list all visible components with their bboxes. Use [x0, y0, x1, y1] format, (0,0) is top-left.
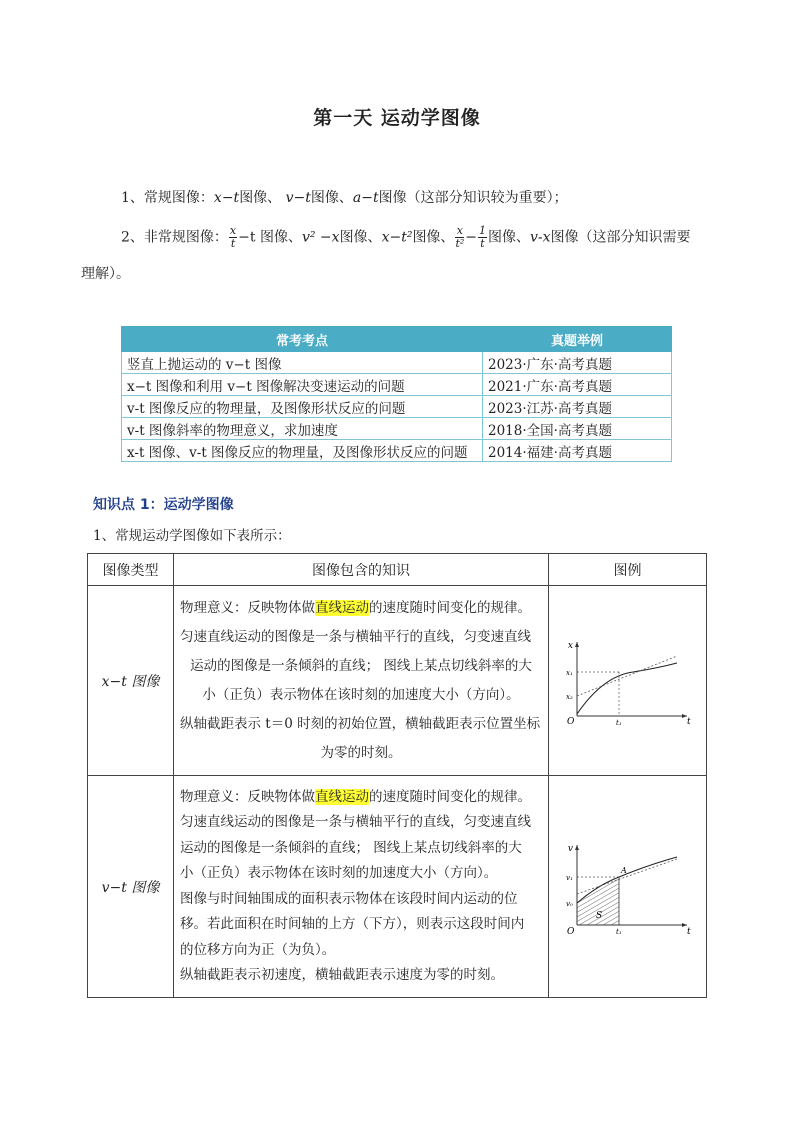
- cell-point: v-t 图像斜率的物理意义，求加速度: [122, 418, 483, 440]
- highlight: 直线运动: [315, 599, 369, 616]
- table-row: [122, 396, 672, 418]
- knowledge-cell: [174, 586, 549, 776]
- v0-label: v₀: [565, 899, 573, 908]
- x-axis-label: t: [686, 926, 691, 937]
- graph-types-table: [87, 553, 707, 998]
- exam-points-table: [121, 326, 672, 462]
- cell-example: 2018·全国·高考真题: [483, 418, 672, 440]
- text-line: 物理意义：反映物体做直线运动的速度随时间变化的规律。: [180, 788, 531, 805]
- x2-label: x₂: [565, 692, 573, 701]
- page-title: 第一天 运动学图像: [313, 107, 481, 129]
- formula: a−t: [352, 190, 379, 206]
- formula: x−t²: [381, 229, 413, 246]
- y-axis-label: x: [567, 640, 573, 651]
- fraction: $\frac{x}{t}$: [229, 224, 237, 250]
- text: 图像（这部分知识较为重要）；: [378, 190, 568, 206]
- table-row: [122, 352, 672, 374]
- y-axis-label: v: [567, 843, 573, 854]
- cell-point: v-t 图像反应的物理量，及图像形状反应的问题: [122, 396, 483, 418]
- v1-label: v₁: [565, 873, 573, 882]
- text-line: 的位移方向为正（为负）。: [180, 941, 336, 958]
- text-line: 匀速直线运动的图像是一条与横轴平行的直线，匀变速直线: [180, 628, 531, 645]
- intro-line-3: 理解）。: [81, 266, 130, 282]
- text: −t 图像、: [238, 229, 302, 246]
- column-header: 真题举例: [483, 327, 672, 352]
- text-line: 小（正负）表示物体在该时刻的加速度大小（方向）。: [202, 686, 520, 703]
- text: 图像、: [339, 229, 382, 246]
- formula: v-x: [530, 229, 551, 246]
- intro-label: 2、非常规图像：: [121, 229, 228, 246]
- xt-graph-figure: [563, 636, 693, 726]
- figure-cell: [549, 776, 707, 998]
- column-header: 图像类型: [88, 554, 174, 586]
- text-line: 运动的图像是一条倾斜的直线； 图线上某点切线斜率的大: [180, 839, 522, 856]
- vt-graph-figure: [563, 837, 693, 937]
- knowledge-point-subtitle: 1、常规运动学图像如下表所示：: [93, 528, 291, 544]
- table-row: [88, 586, 707, 776]
- origin-label: O: [566, 926, 574, 937]
- formula: v² −x: [301, 229, 340, 246]
- x1-label: x₁: [565, 668, 573, 677]
- column-header: 图像包含的知识: [174, 554, 549, 586]
- text: 图像（这部分知识需要: [550, 229, 691, 246]
- table-row: [88, 776, 707, 998]
- cell-example: 2023·江苏·高考真题: [483, 396, 672, 418]
- text-line: 物理意义：反映物体做直线运动的速度随时间变化的规律。: [180, 599, 531, 616]
- intro-line-1: [121, 187, 568, 209]
- text: 图像、: [412, 229, 455, 246]
- fraction: $\frac{1}{t}$: [479, 224, 487, 250]
- table-row: [122, 418, 672, 440]
- intro-label: 1、常规图像：: [121, 190, 214, 206]
- x-axis-label: t: [686, 716, 691, 726]
- formula: v−t: [285, 190, 311, 206]
- point-a-label: A: [620, 865, 627, 875]
- figure-cell: [549, 586, 707, 776]
- text-line: 匀速直线运动的图像是一条与横轴平行的直线，匀变速直线: [180, 814, 531, 830]
- cell-point: 竖直上抛运动的 v−t 图像: [122, 352, 483, 374]
- table-header-row: [122, 327, 672, 352]
- text-line: 图像与时间轴围成的面积表示物体在该段时间内运动的位: [180, 890, 518, 907]
- graph-type-label: x−t 图像: [101, 673, 160, 690]
- graph-type-cell: [88, 776, 174, 998]
- text-line: 小（正负）表示物体在该时刻的加速度大小（方向）。: [180, 865, 498, 881]
- knowledge-cell: [174, 776, 549, 998]
- table-row: [122, 440, 672, 462]
- text: 图像、: [239, 190, 282, 206]
- column-header: 常考考点: [122, 327, 483, 352]
- t1-label: t₁: [615, 927, 622, 936]
- text: 图像、: [488, 229, 531, 246]
- t1-label: t₁: [615, 718, 622, 726]
- text-line: 移。若此面积在时间轴的上方（下方），则表示这段时间内: [180, 916, 525, 932]
- cell-example: 2021·广东·高考真题: [483, 374, 672, 396]
- intro-line-2: 2、非常规图像： $\frac{x}{t}$ −t 图像、v² −x图像、x−t²图像、 $\frac{x}{\text{t²}}$ − $\frac{1}{t}$ 图像、v-x图像（这部分知识需要: [121, 224, 691, 250]
- cell-point: x-t 图像、v-t 图像反应的物理量，及图像形状反应的问题: [122, 440, 483, 462]
- graph-type-label: v−t 图像: [101, 879, 160, 896]
- cell-example: 2014·福建·高考真题: [483, 440, 672, 462]
- formula: x−t: [213, 190, 240, 206]
- cell-example: 2023·广东·高考真题: [483, 352, 672, 374]
- text: 图像、: [310, 190, 353, 206]
- origin-label: O: [566, 716, 574, 726]
- table-header-row: [88, 554, 707, 586]
- fraction: $\frac{x}{\text{t²}}$: [455, 224, 465, 250]
- text-line: 为零的时刻。: [320, 744, 402, 761]
- column-header: 图例: [549, 554, 707, 586]
- graph-type-cell: [88, 586, 174, 776]
- cell-point: x−t 图像和利用 v−t 图像解决变速运动的问题: [122, 374, 483, 396]
- table-row: [122, 374, 672, 396]
- text-line: 纵轴截距表示 t＝0 时刻的初始位置，横轴截距表示位置坐标: [180, 715, 541, 732]
- highlight: 直线运动: [315, 788, 369, 805]
- text-line: 纵轴截距表示初速度，横轴截距表示速度为零的时刻。: [180, 967, 504, 983]
- area-s-label: S: [595, 910, 602, 921]
- text-line: 运动的图像是一条倾斜的直线； 图线上某点切线斜率的大: [190, 657, 532, 674]
- knowledge-point-heading: 知识点 1：运动学图像: [93, 497, 234, 513]
